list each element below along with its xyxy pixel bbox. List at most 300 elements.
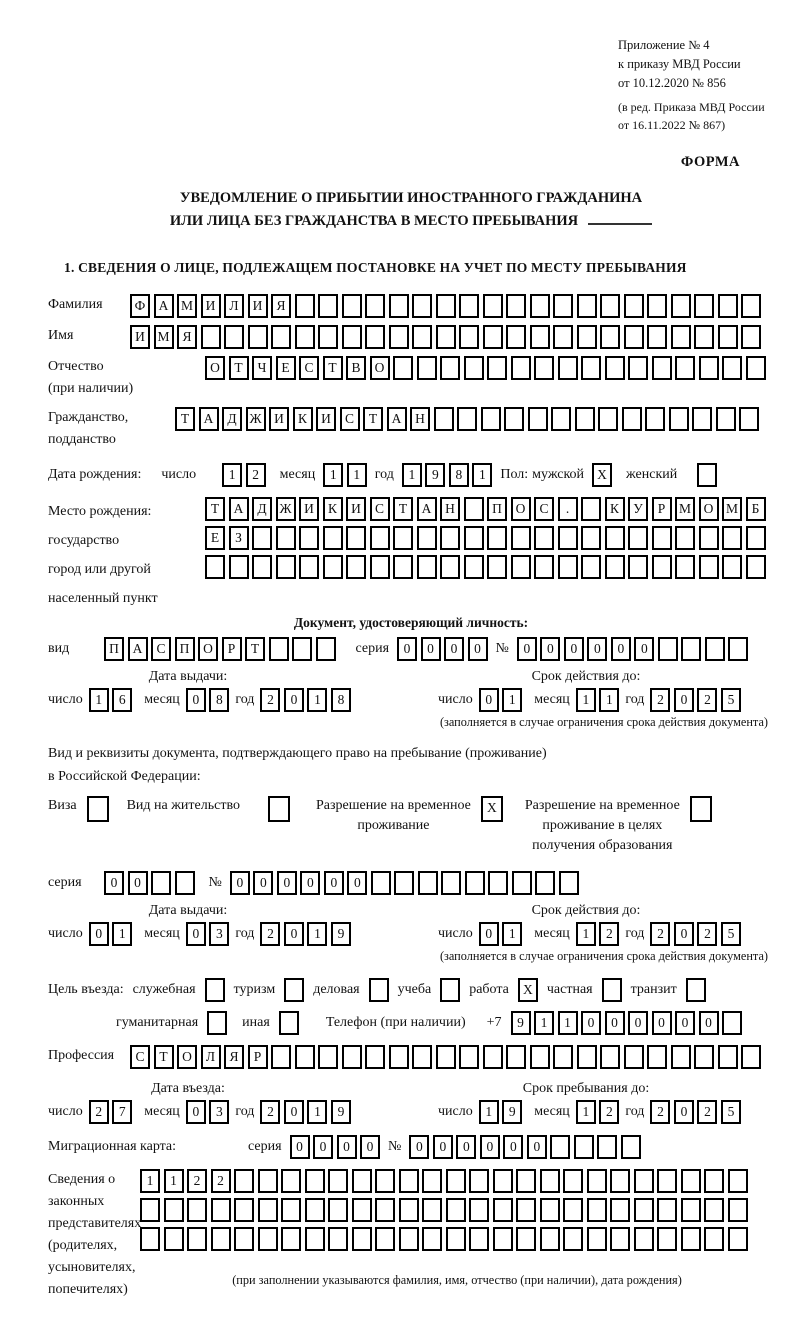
char-cell[interactable] xyxy=(718,1045,738,1069)
char-cell[interactable]: 0 xyxy=(456,1135,476,1159)
char-cell[interactable]: 1 xyxy=(112,922,132,946)
char-cell[interactable] xyxy=(628,356,648,380)
char-cell[interactable] xyxy=(605,555,625,579)
char-cell[interactable] xyxy=(535,871,555,895)
char-cell[interactable]: Я xyxy=(271,294,291,318)
char-cell[interactable]: 0 xyxy=(517,637,537,661)
char-cell[interactable] xyxy=(271,325,291,349)
char-cell[interactable] xyxy=(459,294,479,318)
char-cell[interactable]: Т xyxy=(205,497,225,521)
char-cell[interactable]: 0 xyxy=(128,871,148,895)
char-cell[interactable]: 2 xyxy=(697,1100,717,1124)
char-cell[interactable] xyxy=(440,555,460,579)
char-cell[interactable] xyxy=(269,637,289,661)
char-cell[interactable] xyxy=(258,1227,278,1251)
char-cell[interactable]: 2 xyxy=(697,922,717,946)
char-cell[interactable]: А xyxy=(417,497,437,521)
char-cell[interactable] xyxy=(487,555,507,579)
char-cell[interactable] xyxy=(464,497,484,521)
char-cell[interactable]: О xyxy=(198,637,218,661)
char-cell[interactable]: Л xyxy=(201,1045,221,1069)
char-cell[interactable]: Д xyxy=(222,407,242,431)
char-cell[interactable]: 1 xyxy=(307,688,327,712)
char-cell[interactable] xyxy=(483,1045,503,1069)
char-cell[interactable] xyxy=(164,1198,184,1222)
char-cell[interactable] xyxy=(446,1227,466,1251)
char-cell[interactable]: Я xyxy=(177,325,197,349)
char-cell[interactable]: Н xyxy=(440,497,460,521)
char-cell[interactable] xyxy=(657,1198,677,1222)
char-cell[interactable] xyxy=(457,407,477,431)
char-cell[interactable]: 0 xyxy=(480,1135,500,1159)
char-cell[interactable] xyxy=(600,325,620,349)
char-cell[interactable]: 1 xyxy=(472,463,492,487)
char-cell[interactable] xyxy=(516,1227,536,1251)
char-cell[interactable] xyxy=(365,325,385,349)
char-cell[interactable] xyxy=(558,356,578,380)
char-cell[interactable] xyxy=(140,1227,160,1251)
char-cell[interactable] xyxy=(506,1045,526,1069)
char-cell[interactable]: 0 xyxy=(253,871,273,895)
char-cell[interactable] xyxy=(399,1227,419,1251)
char-cell[interactable] xyxy=(681,1227,701,1251)
char-cell[interactable] xyxy=(205,555,225,579)
char-cell[interactable] xyxy=(323,526,343,550)
char-cell[interactable] xyxy=(436,1045,456,1069)
char-cell[interactable]: П xyxy=(175,637,195,661)
char-cell[interactable]: М xyxy=(675,497,695,521)
char-cell[interactable]: 0 xyxy=(433,1135,453,1159)
char-cell[interactable] xyxy=(252,555,272,579)
char-cell[interactable] xyxy=(741,325,761,349)
char-cell[interactable]: 0 xyxy=(186,1100,206,1124)
char-cell[interactable] xyxy=(436,325,456,349)
char-cell[interactable]: 0 xyxy=(652,1011,672,1035)
char-cell[interactable]: С xyxy=(130,1045,150,1069)
char-cell[interactable]: 6 xyxy=(112,688,132,712)
char-cell[interactable]: 9 xyxy=(502,1100,522,1124)
char-cell[interactable]: Я xyxy=(224,1045,244,1069)
char-cell[interactable] xyxy=(699,526,719,550)
char-cell[interactable]: И xyxy=(346,497,366,521)
char-cell[interactable] xyxy=(352,1198,372,1222)
char-cell[interactable] xyxy=(370,526,390,550)
char-cell[interactable]: З xyxy=(229,526,249,550)
char-cell[interactable] xyxy=(346,555,366,579)
char-cell[interactable] xyxy=(574,1135,594,1159)
char-cell[interactable]: 0 xyxy=(313,1135,333,1159)
char-cell[interactable] xyxy=(652,356,672,380)
char-cell[interactable] xyxy=(323,555,343,579)
char-cell[interactable] xyxy=(563,1198,583,1222)
char-cell[interactable] xyxy=(493,1227,513,1251)
char-cell[interactable]: X xyxy=(481,796,503,822)
char-cell[interactable] xyxy=(697,463,717,487)
char-cell[interactable]: А xyxy=(128,637,148,661)
char-cell[interactable] xyxy=(417,555,437,579)
char-cell[interactable] xyxy=(440,356,460,380)
char-cell[interactable]: 0 xyxy=(605,1011,625,1035)
char-cell[interactable]: X xyxy=(518,978,538,1002)
char-cell[interactable] xyxy=(675,555,695,579)
char-cell[interactable] xyxy=(610,1198,630,1222)
char-cell[interactable] xyxy=(352,1227,372,1251)
char-cell[interactable] xyxy=(279,1011,299,1035)
char-cell[interactable] xyxy=(318,294,338,318)
char-cell[interactable]: 8 xyxy=(449,463,469,487)
char-cell[interactable] xyxy=(739,407,759,431)
char-cell[interactable]: 7 xyxy=(112,1100,132,1124)
char-cell[interactable] xyxy=(328,1227,348,1251)
char-cell[interactable] xyxy=(399,1198,419,1222)
char-cell[interactable]: К xyxy=(323,497,343,521)
char-cell[interactable] xyxy=(728,1198,748,1222)
char-cell[interactable]: 2 xyxy=(260,922,280,946)
char-cell[interactable]: 9 xyxy=(331,922,351,946)
char-cell[interactable] xyxy=(516,1169,536,1193)
char-cell[interactable] xyxy=(393,555,413,579)
char-cell[interactable]: Н xyxy=(410,407,430,431)
char-cell[interactable]: 0 xyxy=(468,637,488,661)
char-cell[interactable] xyxy=(746,555,766,579)
char-cell[interactable] xyxy=(305,1198,325,1222)
char-cell[interactable]: 3 xyxy=(209,1100,229,1124)
char-cell[interactable] xyxy=(581,555,601,579)
char-cell[interactable]: 0 xyxy=(674,922,694,946)
char-cell[interactable]: 9 xyxy=(425,463,445,487)
char-cell[interactable] xyxy=(488,871,508,895)
char-cell[interactable]: И xyxy=(316,407,336,431)
char-cell[interactable] xyxy=(151,871,171,895)
char-cell[interactable] xyxy=(299,526,319,550)
char-cell[interactable]: 1 xyxy=(534,1011,554,1035)
char-cell[interactable] xyxy=(276,555,296,579)
char-cell[interactable] xyxy=(610,1227,630,1251)
char-cell[interactable]: 0 xyxy=(284,922,304,946)
char-cell[interactable] xyxy=(675,526,695,550)
char-cell[interactable] xyxy=(602,978,622,1002)
char-cell[interactable]: И xyxy=(269,407,289,431)
char-cell[interactable]: Б xyxy=(746,497,766,521)
char-cell[interactable] xyxy=(369,978,389,1002)
char-cell[interactable] xyxy=(624,1045,644,1069)
char-cell[interactable]: 0 xyxy=(479,688,499,712)
char-cell[interactable] xyxy=(258,1198,278,1222)
char-cell[interactable] xyxy=(581,526,601,550)
char-cell[interactable] xyxy=(487,526,507,550)
char-cell[interactable]: 0 xyxy=(300,871,320,895)
char-cell[interactable]: С xyxy=(151,637,171,661)
char-cell[interactable] xyxy=(469,1198,489,1222)
char-cell[interactable] xyxy=(436,294,456,318)
char-cell[interactable] xyxy=(551,407,571,431)
char-cell[interactable] xyxy=(187,1227,207,1251)
char-cell[interactable]: 0 xyxy=(674,688,694,712)
char-cell[interactable] xyxy=(305,1169,325,1193)
char-cell[interactable] xyxy=(577,325,597,349)
char-cell[interactable]: М xyxy=(154,325,174,349)
char-cell[interactable] xyxy=(728,1169,748,1193)
char-cell[interactable] xyxy=(624,294,644,318)
char-cell[interactable] xyxy=(87,796,109,822)
char-cell[interactable] xyxy=(205,978,225,1002)
char-cell[interactable] xyxy=(375,1198,395,1222)
char-cell[interactable] xyxy=(328,1169,348,1193)
char-cell[interactable]: 1 xyxy=(576,1100,596,1124)
char-cell[interactable] xyxy=(234,1169,254,1193)
char-cell[interactable] xyxy=(694,1045,714,1069)
char-cell[interactable] xyxy=(622,407,642,431)
char-cell[interactable]: Р xyxy=(652,497,672,521)
char-cell[interactable] xyxy=(342,294,362,318)
char-cell[interactable] xyxy=(295,294,315,318)
char-cell[interactable]: И xyxy=(248,294,268,318)
char-cell[interactable]: М xyxy=(177,294,197,318)
char-cell[interactable] xyxy=(440,526,460,550)
char-cell[interactable]: 0 xyxy=(611,637,631,661)
char-cell[interactable] xyxy=(252,526,272,550)
char-cell[interactable] xyxy=(718,294,738,318)
char-cell[interactable]: 1 xyxy=(307,922,327,946)
char-cell[interactable]: 3 xyxy=(209,922,229,946)
char-cell[interactable]: Е xyxy=(276,356,296,380)
char-cell[interactable] xyxy=(365,294,385,318)
char-cell[interactable]: С xyxy=(340,407,360,431)
char-cell[interactable]: 2 xyxy=(89,1100,109,1124)
char-cell[interactable] xyxy=(412,294,432,318)
char-cell[interactable]: А xyxy=(199,407,219,431)
char-cell[interactable] xyxy=(389,294,409,318)
char-cell[interactable] xyxy=(530,294,550,318)
char-cell[interactable]: С xyxy=(299,356,319,380)
char-cell[interactable]: 1 xyxy=(502,922,522,946)
char-cell[interactable] xyxy=(511,526,531,550)
char-cell[interactable] xyxy=(681,637,701,661)
char-cell[interactable] xyxy=(605,526,625,550)
char-cell[interactable] xyxy=(722,1011,742,1035)
char-cell[interactable] xyxy=(481,407,501,431)
char-cell[interactable]: 1 xyxy=(347,463,367,487)
char-cell[interactable]: С xyxy=(370,497,390,521)
char-cell[interactable]: А xyxy=(229,497,249,521)
char-cell[interactable] xyxy=(418,871,438,895)
char-cell[interactable] xyxy=(746,356,766,380)
char-cell[interactable]: Т xyxy=(393,497,413,521)
char-cell[interactable]: 5 xyxy=(721,688,741,712)
char-cell[interactable]: Р xyxy=(222,637,242,661)
char-cell[interactable]: 2 xyxy=(697,688,717,712)
char-cell[interactable] xyxy=(634,1169,654,1193)
char-cell[interactable] xyxy=(577,1045,597,1069)
char-cell[interactable] xyxy=(559,871,579,895)
char-cell[interactable] xyxy=(628,555,648,579)
char-cell[interactable] xyxy=(412,325,432,349)
char-cell[interactable] xyxy=(553,294,573,318)
char-cell[interactable]: 1 xyxy=(558,1011,578,1035)
char-cell[interactable]: 0 xyxy=(674,1100,694,1124)
char-cell[interactable] xyxy=(434,407,454,431)
char-cell[interactable] xyxy=(440,978,460,1002)
char-cell[interactable]: С xyxy=(534,497,554,521)
char-cell[interactable] xyxy=(746,526,766,550)
char-cell[interactable]: А xyxy=(154,294,174,318)
char-cell[interactable]: К xyxy=(293,407,313,431)
char-cell[interactable] xyxy=(624,325,644,349)
char-cell[interactable]: 0 xyxy=(587,637,607,661)
char-cell[interactable] xyxy=(598,407,618,431)
char-cell[interactable] xyxy=(268,796,290,822)
char-cell[interactable]: Д xyxy=(252,497,272,521)
char-cell[interactable] xyxy=(417,356,437,380)
char-cell[interactable] xyxy=(516,1198,536,1222)
char-cell[interactable]: 1 xyxy=(323,463,343,487)
char-cell[interactable]: 0 xyxy=(324,871,344,895)
char-cell[interactable] xyxy=(258,1169,278,1193)
char-cell[interactable]: Е xyxy=(205,526,225,550)
char-cell[interactable]: 8 xyxy=(209,688,229,712)
char-cell[interactable] xyxy=(281,1198,301,1222)
char-cell[interactable] xyxy=(634,1227,654,1251)
char-cell[interactable] xyxy=(512,871,532,895)
char-cell[interactable] xyxy=(645,407,665,431)
char-cell[interactable] xyxy=(224,325,244,349)
char-cell[interactable] xyxy=(553,1045,573,1069)
char-cell[interactable] xyxy=(493,1198,513,1222)
char-cell[interactable]: 2 xyxy=(211,1169,231,1193)
char-cell[interactable] xyxy=(728,1227,748,1251)
char-cell[interactable] xyxy=(346,526,366,550)
char-cell[interactable] xyxy=(284,978,304,1002)
char-cell[interactable]: 2 xyxy=(650,688,670,712)
char-cell[interactable] xyxy=(464,356,484,380)
char-cell[interactable] xyxy=(441,871,461,895)
char-cell[interactable]: 0 xyxy=(290,1135,310,1159)
char-cell[interactable] xyxy=(393,356,413,380)
char-cell[interactable]: О xyxy=(511,497,531,521)
char-cell[interactable] xyxy=(587,1169,607,1193)
char-cell[interactable] xyxy=(699,555,719,579)
char-cell[interactable] xyxy=(658,637,678,661)
char-cell[interactable] xyxy=(229,555,249,579)
char-cell[interactable] xyxy=(469,1227,489,1251)
char-cell[interactable]: X xyxy=(592,463,612,487)
char-cell[interactable]: 8 xyxy=(331,688,351,712)
char-cell[interactable] xyxy=(652,526,672,550)
char-cell[interactable]: 0 xyxy=(503,1135,523,1159)
char-cell[interactable]: 0 xyxy=(347,871,367,895)
char-cell[interactable]: 9 xyxy=(331,1100,351,1124)
char-cell[interactable] xyxy=(469,1169,489,1193)
char-cell[interactable] xyxy=(352,1169,372,1193)
char-cell[interactable] xyxy=(207,1011,227,1035)
char-cell[interactable] xyxy=(550,1135,570,1159)
char-cell[interactable] xyxy=(464,555,484,579)
char-cell[interactable] xyxy=(647,325,667,349)
char-cell[interactable]: 0 xyxy=(284,1100,304,1124)
char-cell[interactable] xyxy=(534,555,554,579)
char-cell[interactable]: У xyxy=(628,497,648,521)
char-cell[interactable]: 1 xyxy=(89,688,109,712)
char-cell[interactable]: 2 xyxy=(260,688,280,712)
char-cell[interactable] xyxy=(575,407,595,431)
char-cell[interactable] xyxy=(704,1227,724,1251)
char-cell[interactable] xyxy=(671,325,691,349)
char-cell[interactable]: 0 xyxy=(284,688,304,712)
char-cell[interactable]: И xyxy=(299,497,319,521)
char-cell[interactable] xyxy=(511,555,531,579)
char-cell[interactable] xyxy=(540,1227,560,1251)
char-cell[interactable] xyxy=(671,1045,691,1069)
char-cell[interactable] xyxy=(318,325,338,349)
char-cell[interactable] xyxy=(506,294,526,318)
char-cell[interactable] xyxy=(305,1227,325,1251)
char-cell[interactable] xyxy=(741,294,761,318)
char-cell[interactable]: А xyxy=(387,407,407,431)
char-cell[interactable]: 0 xyxy=(104,871,124,895)
char-cell[interactable] xyxy=(694,325,714,349)
char-cell[interactable]: 0 xyxy=(186,922,206,946)
char-cell[interactable] xyxy=(728,637,748,661)
char-cell[interactable]: 0 xyxy=(397,637,417,661)
char-cell[interactable]: 0 xyxy=(337,1135,357,1159)
char-cell[interactable] xyxy=(328,1198,348,1222)
char-cell[interactable] xyxy=(389,1045,409,1069)
char-cell[interactable] xyxy=(587,1227,607,1251)
char-cell[interactable]: 2 xyxy=(260,1100,280,1124)
char-cell[interactable] xyxy=(342,1045,362,1069)
char-cell[interactable] xyxy=(422,1227,442,1251)
char-cell[interactable] xyxy=(234,1227,254,1251)
char-cell[interactable] xyxy=(292,637,312,661)
char-cell[interactable]: 2 xyxy=(650,1100,670,1124)
char-cell[interactable] xyxy=(465,871,485,895)
char-cell[interactable] xyxy=(741,1045,761,1069)
char-cell[interactable] xyxy=(295,1045,315,1069)
char-cell[interactable]: 0 xyxy=(277,871,297,895)
char-cell[interactable]: 2 xyxy=(246,463,266,487)
char-cell[interactable] xyxy=(610,1169,630,1193)
char-cell[interactable]: 1 xyxy=(576,922,596,946)
char-cell[interactable]: М xyxy=(722,497,742,521)
char-cell[interactable] xyxy=(605,356,625,380)
char-cell[interactable]: О xyxy=(205,356,225,380)
char-cell[interactable] xyxy=(211,1198,231,1222)
char-cell[interactable]: 1 xyxy=(164,1169,184,1193)
char-cell[interactable] xyxy=(587,1198,607,1222)
char-cell[interactable]: О xyxy=(370,356,390,380)
char-cell[interactable] xyxy=(295,325,315,349)
char-cell[interactable] xyxy=(647,294,667,318)
char-cell[interactable]: 1 xyxy=(599,688,619,712)
char-cell[interactable] xyxy=(389,325,409,349)
char-cell[interactable] xyxy=(600,294,620,318)
char-cell[interactable] xyxy=(704,1198,724,1222)
char-cell[interactable]: 1 xyxy=(140,1169,160,1193)
char-cell[interactable] xyxy=(234,1198,254,1222)
char-cell[interactable] xyxy=(342,325,362,349)
char-cell[interactable]: 0 xyxy=(230,871,250,895)
char-cell[interactable] xyxy=(681,1198,701,1222)
blank-underline[interactable] xyxy=(588,223,652,225)
char-cell[interactable]: И xyxy=(130,325,150,349)
char-cell[interactable] xyxy=(563,1227,583,1251)
char-cell[interactable]: 1 xyxy=(307,1100,327,1124)
char-cell[interactable] xyxy=(248,325,268,349)
char-cell[interactable] xyxy=(669,407,689,431)
char-cell[interactable] xyxy=(692,407,712,431)
char-cell[interactable] xyxy=(299,555,319,579)
char-cell[interactable] xyxy=(417,526,437,550)
